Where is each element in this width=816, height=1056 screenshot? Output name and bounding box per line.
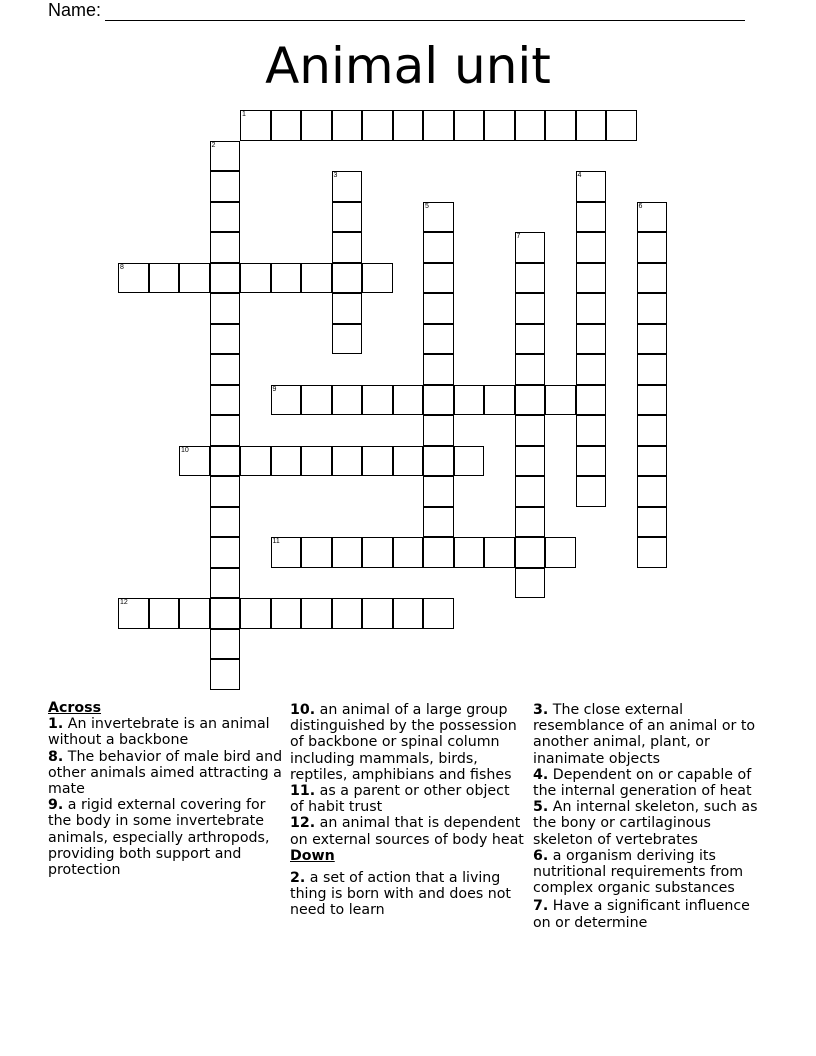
grid-cell[interactable] bbox=[301, 446, 332, 477]
grid-cell[interactable] bbox=[332, 110, 363, 141]
grid-cell[interactable] bbox=[362, 537, 393, 568]
grid-cell[interactable] bbox=[179, 446, 210, 477]
clue-down-4: 4. Dependent on or capable of the internal generation of heat bbox=[533, 766, 752, 800]
grid-cell[interactable] bbox=[362, 110, 393, 141]
grid-cell[interactable] bbox=[271, 537, 302, 568]
grid-cell[interactable] bbox=[423, 263, 454, 294]
page-title: Animal unit bbox=[265, 37, 551, 95]
down-heading: Down bbox=[290, 847, 335, 864]
across-heading: Across bbox=[48, 700, 102, 716]
grid-cell[interactable] bbox=[210, 659, 241, 690]
grid-cell[interactable] bbox=[332, 385, 363, 416]
grid-cell[interactable] bbox=[515, 263, 546, 294]
grid-cell[interactable] bbox=[210, 476, 241, 507]
grid-cell[interactable] bbox=[637, 324, 668, 355]
grid-cell[interactable] bbox=[271, 110, 302, 141]
grid-cell[interactable] bbox=[545, 385, 576, 416]
grid-cell[interactable] bbox=[332, 232, 363, 263]
grid-cell[interactable] bbox=[576, 476, 607, 507]
grid-cell[interactable] bbox=[515, 568, 546, 599]
grid-cell[interactable] bbox=[484, 385, 515, 416]
grid-cell[interactable] bbox=[210, 171, 241, 202]
grid-cell[interactable] bbox=[301, 598, 332, 629]
grid-cell[interactable] bbox=[423, 446, 454, 477]
cell-number: 3 bbox=[333, 172, 338, 179]
grid-cell[interactable] bbox=[118, 598, 149, 629]
grid-cell[interactable] bbox=[637, 263, 668, 294]
grid-cell[interactable] bbox=[637, 202, 668, 233]
grid-cell[interactable] bbox=[423, 354, 454, 385]
grid-cell[interactable] bbox=[149, 263, 180, 294]
grid-cell[interactable] bbox=[515, 537, 546, 568]
grid-cell[interactable] bbox=[210, 415, 241, 446]
grid-cell[interactable] bbox=[332, 171, 363, 202]
grid-cell[interactable] bbox=[393, 598, 424, 629]
grid-cell[interactable] bbox=[301, 537, 332, 568]
grid-cell[interactable] bbox=[301, 110, 332, 141]
grid-cell[interactable] bbox=[332, 202, 363, 233]
grid-cell[interactable] bbox=[393, 446, 424, 477]
clue-down-6: 6. a organism deriving its nutritional requirements from complex organic substances bbox=[533, 847, 744, 897]
grid-cell[interactable] bbox=[210, 568, 241, 599]
grid-cell[interactable] bbox=[454, 385, 485, 416]
grid-cell[interactable] bbox=[454, 110, 485, 141]
grid-cell[interactable] bbox=[240, 110, 271, 141]
cell-number: 10 bbox=[181, 446, 189, 454]
grid-cell[interactable] bbox=[210, 141, 241, 172]
grid-cell[interactable] bbox=[240, 598, 271, 629]
grid-cell[interactable] bbox=[576, 385, 607, 416]
grid-cell[interactable] bbox=[210, 354, 241, 385]
clue-across-9: 9. a rigid external covering for the body in some invertebrate animals, especially arthropods, providing both support and protection bbox=[48, 797, 270, 879]
grid-cell[interactable] bbox=[637, 537, 668, 568]
grid-cell[interactable] bbox=[576, 202, 607, 233]
clue-across-10: 10. an animal of a large group distinguished by the possession of backbone or spinal column including mammals, birds, reptiles, amphibians and fishes bbox=[290, 702, 517, 783]
grid-cell[interactable] bbox=[637, 507, 668, 538]
grid-cell[interactable] bbox=[423, 202, 454, 233]
grid-cell[interactable] bbox=[210, 537, 241, 568]
grid-cell[interactable] bbox=[545, 537, 576, 568]
grid-cell[interactable] bbox=[515, 354, 546, 385]
clue-down-3: 3. The close external resemblance of an animal or to another animal, plant, or inanimate objects bbox=[533, 702, 756, 767]
grid-cell[interactable] bbox=[332, 537, 363, 568]
grid-cell[interactable] bbox=[515, 293, 546, 324]
cell-number: 12 bbox=[120, 599, 128, 606]
grid-cell[interactable] bbox=[362, 263, 393, 294]
grid-cell[interactable] bbox=[423, 415, 454, 446]
grid-cell[interactable] bbox=[423, 537, 454, 568]
grid-cell[interactable] bbox=[637, 232, 668, 263]
name-field bbox=[48, 0, 745, 21]
grid-cell[interactable] bbox=[423, 507, 454, 538]
grid-cell[interactable] bbox=[637, 385, 668, 416]
clue-down-5: 5. An internal skeleton, such as the bony or cartilaginous skeleton of vertebrates bbox=[533, 799, 758, 848]
grid-cell[interactable] bbox=[515, 446, 546, 477]
grid-cell[interactable] bbox=[362, 385, 393, 416]
grid-cell[interactable] bbox=[637, 293, 668, 324]
cell-number: 11 bbox=[272, 538, 280, 545]
grid-cell[interactable] bbox=[423, 385, 454, 416]
grid-cell[interactable] bbox=[515, 415, 546, 446]
grid-cell[interactable] bbox=[332, 263, 363, 294]
cell-number: 5 bbox=[425, 202, 429, 210]
clue-down-2: 2. a set of action that a living thing is born with and does not need to learn bbox=[290, 870, 511, 919]
grid-cell[interactable] bbox=[576, 324, 607, 355]
grid-cell[interactable] bbox=[393, 537, 424, 568]
grid-cell[interactable] bbox=[271, 385, 302, 416]
grid-cell[interactable] bbox=[545, 110, 576, 141]
clues-column-2 bbox=[290, 702, 525, 919]
cell-number: 1 bbox=[242, 111, 246, 118]
grid-cell[interactable] bbox=[210, 202, 241, 233]
grid-cell[interactable] bbox=[240, 263, 271, 294]
grid-cell[interactable] bbox=[210, 598, 241, 629]
grid-cell[interactable] bbox=[362, 446, 393, 477]
grid-cell[interactable] bbox=[515, 507, 546, 538]
name-label: Name: bbox=[48, 0, 102, 20]
grid-cell[interactable] bbox=[118, 263, 149, 294]
grid-cell[interactable] bbox=[210, 629, 241, 660]
grid-cell[interactable] bbox=[484, 537, 515, 568]
grid-cell[interactable] bbox=[362, 598, 393, 629]
grid-cell[interactable] bbox=[515, 232, 546, 263]
clues-column-3 bbox=[533, 702, 768, 931]
grid-cell[interactable] bbox=[423, 324, 454, 355]
grid-cell[interactable] bbox=[515, 110, 546, 141]
clue-down-7: 7. Have a significant influence on or determine bbox=[533, 898, 750, 931]
name-underline[interactable] bbox=[105, 4, 745, 21]
grid-cell[interactable] bbox=[179, 263, 210, 294]
grid-cell[interactable] bbox=[179, 598, 210, 629]
grid-cell[interactable] bbox=[423, 232, 454, 263]
grid-cell[interactable] bbox=[393, 385, 424, 416]
grid-cell[interactable] bbox=[576, 232, 607, 263]
cell-number: 9 bbox=[272, 385, 277, 393]
clue-across-11: 11. as a parent or other object of habit trust bbox=[290, 783, 510, 816]
grid-cell[interactable] bbox=[515, 476, 546, 507]
grid-cell[interactable] bbox=[484, 110, 515, 141]
grid-cell[interactable] bbox=[576, 415, 607, 446]
grid-cell[interactable] bbox=[637, 415, 668, 446]
grid-cell[interactable] bbox=[576, 171, 607, 202]
grid-cell[interactable] bbox=[454, 537, 485, 568]
cell-number: 7 bbox=[516, 233, 521, 240]
grid-cell[interactable] bbox=[210, 324, 241, 355]
grid-cell[interactable] bbox=[210, 385, 241, 416]
grid-cell[interactable] bbox=[576, 446, 607, 477]
grid-cell[interactable] bbox=[271, 446, 302, 477]
grid-cell[interactable] bbox=[301, 263, 332, 294]
grid-cell[interactable] bbox=[271, 598, 302, 629]
grid-cell[interactable] bbox=[576, 110, 607, 141]
clue-across-12: 12. an animal that is dependent on external sources of body heat bbox=[290, 815, 524, 848]
grid-cell[interactable] bbox=[637, 446, 668, 477]
grid-cell[interactable] bbox=[576, 354, 607, 385]
clue-across-8: 8. The behavior of male bird and other animals aimed attracting a mate bbox=[48, 748, 283, 798]
grid-cell[interactable] bbox=[332, 446, 363, 477]
grid-cell[interactable] bbox=[454, 446, 485, 477]
grid-cell[interactable] bbox=[423, 293, 454, 324]
cell-number: 4 bbox=[577, 172, 582, 179]
grid-cell[interactable] bbox=[210, 507, 241, 538]
grid-cell[interactable] bbox=[637, 476, 668, 507]
grid-cell[interactable] bbox=[332, 293, 363, 324]
cell-number: 6 bbox=[638, 202, 643, 210]
grid-cell[interactable] bbox=[423, 476, 454, 507]
grid-cell[interactable] bbox=[332, 324, 363, 355]
grid-cell[interactable] bbox=[637, 354, 668, 385]
grid-cell[interactable] bbox=[301, 385, 332, 416]
cell-number: 8 bbox=[120, 263, 124, 271]
grid-cell[interactable] bbox=[576, 263, 607, 294]
clue-across-1: 1. An invertebrate is an animal without a backbone bbox=[48, 716, 270, 749]
grid-cell[interactable] bbox=[423, 110, 454, 141]
grid-cell[interactable] bbox=[210, 293, 241, 324]
clues-column-1 bbox=[48, 700, 288, 878]
grid-cell[interactable] bbox=[423, 598, 454, 629]
grid-cell[interactable] bbox=[393, 110, 424, 141]
grid-cell[interactable] bbox=[606, 110, 637, 141]
grid-cell[interactable] bbox=[210, 232, 241, 263]
grid-cell[interactable] bbox=[149, 598, 180, 629]
grid-cell[interactable] bbox=[332, 598, 363, 629]
cell-number: 2 bbox=[211, 141, 216, 149]
grid-cell[interactable] bbox=[576, 293, 607, 324]
grid-cell[interactable] bbox=[210, 446, 241, 477]
grid-cell[interactable] bbox=[240, 446, 271, 477]
grid-cell[interactable] bbox=[271, 263, 302, 294]
grid-cell[interactable] bbox=[210, 263, 241, 294]
grid-cell[interactable] bbox=[515, 324, 546, 355]
grid-cell[interactable] bbox=[515, 385, 546, 416]
